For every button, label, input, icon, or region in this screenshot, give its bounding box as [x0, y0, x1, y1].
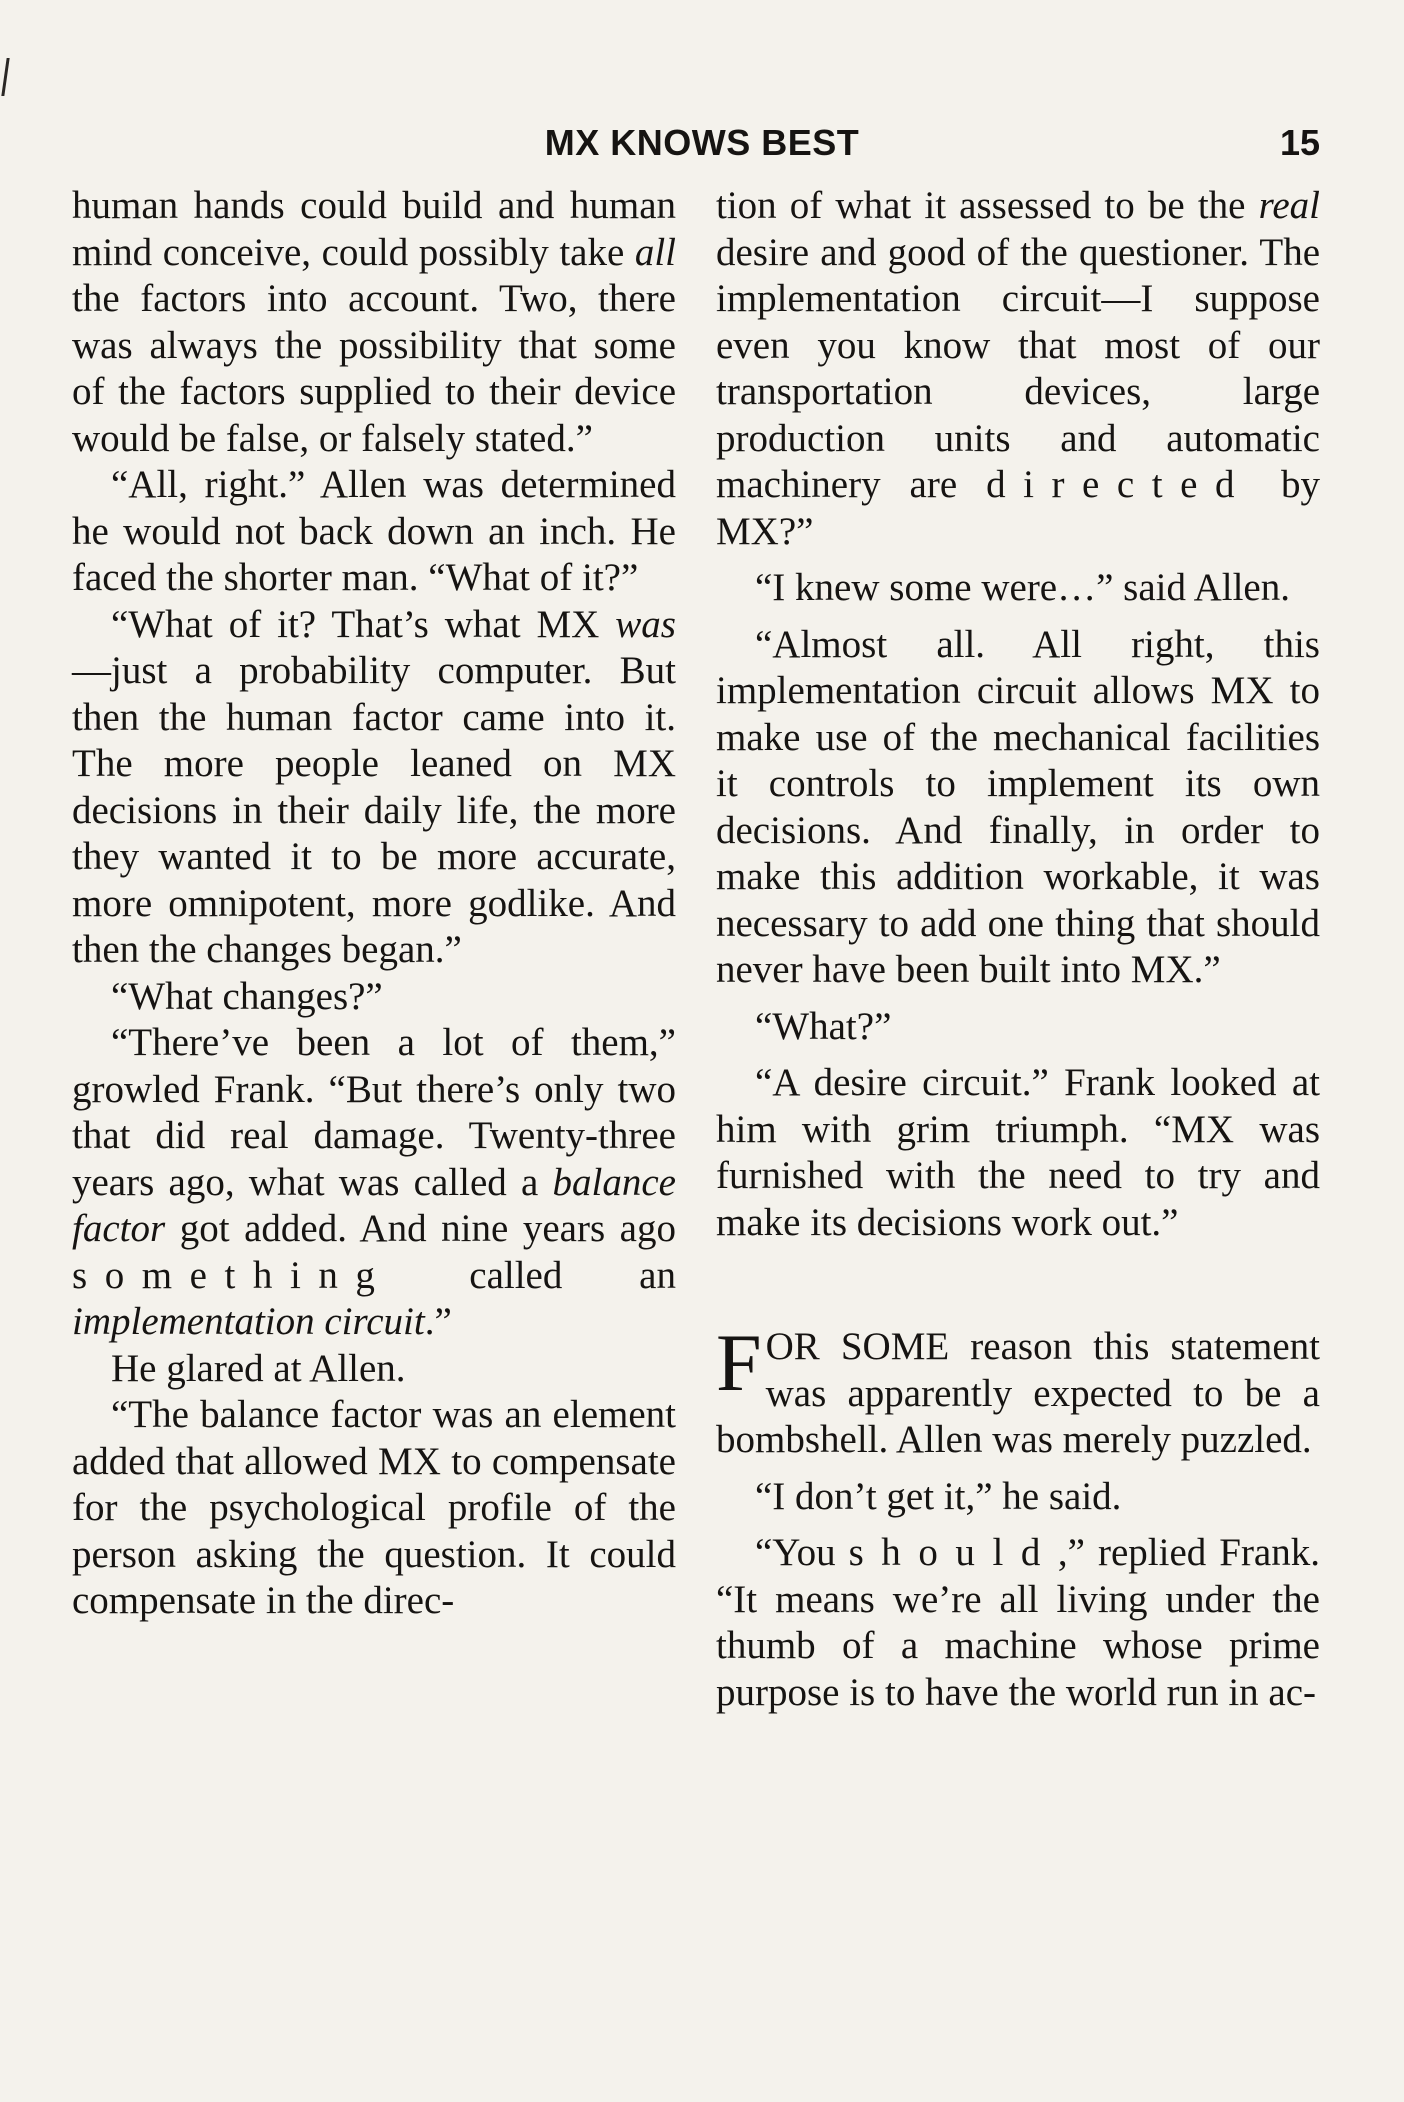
page-number: 15: [1279, 122, 1320, 163]
paragraph: “I don’t get it,” he said.: [755, 1474, 1122, 1518]
paragraph: “There’ve been a lot of them,” growled Frank. “But there’s only two that did real damage. Twenty-three years ago, what was called a balance factor got added. And nine years ago something called an implementation circuit.”: [72, 1021, 676, 1343]
left-column: [72, 183, 676, 1625]
right-column: [716, 183, 1320, 1716]
paragraph: “The balance factor was an element added that allowed MX to compensate for the psychological profile of the person asking the question. It could compensate in the direc-: [72, 1393, 676, 1622]
paragraph: “Almost all. All right, this implementation circuit allows MX to make use of the mechanical facilities it controls to implement its own decisions. And finally, in order to make this addition workable, it was necessary to add one thing that should never have been built into MX.”: [716, 622, 1320, 991]
paragraph: “What?”: [755, 1004, 892, 1048]
paragraph: “What changes?”: [111, 974, 383, 1018]
paragraph: tion of what it assessed to be the real desire and good of the questioner. The implementation circuit—I suppose even you know that most of our transportation devices, large production units and automatic machinery are directed by MX?”: [716, 184, 1320, 553]
paragraph: “I knew some were…” said Allen.: [755, 566, 1290, 609]
paragraph: “What of it? That’s what MX was—just a probability computer. But then the human factor came into it. The more people leaned on MX decisions in their daily life, the more they wanted it to be more accurate, more omnipotent, more godlike. And then the changes began.”: [72, 602, 676, 971]
drop-cap: F: [716, 1317, 762, 1408]
paragraph: “All, right.” Allen was determined he would not back down an inch. He faced the shorter man. “What of it?”: [72, 463, 676, 599]
page-header: [0, 118, 1404, 168]
section-break-paragraph: FOR SOME reason this statement was apparently expected to be a bombshell. Allen was merely puzzled.: [716, 1317, 1320, 1461]
page-edge-mark: [1, 58, 9, 96]
paragraph: “A desire circuit.” Frank looked at him with grim triumph. “MX was furnished with the need to try and make its decisions work out.”: [716, 1061, 1320, 1244]
paragraph: human hands could build and human mind conceive, could possibly take all the factors into account. Two, there was always the possibility that some of the factors supplied to their device would be false, or falsely stated.”: [72, 184, 676, 460]
running-title: MX KNOWS BEST: [544, 122, 860, 163]
paragraph: “You should,” replied Frank. “It means we’re all living under the thumb of a machine whose prime purpose is to have the world run in ac-: [716, 1531, 1320, 1714]
paragraph: He glared at Allen.: [111, 1346, 406, 1390]
